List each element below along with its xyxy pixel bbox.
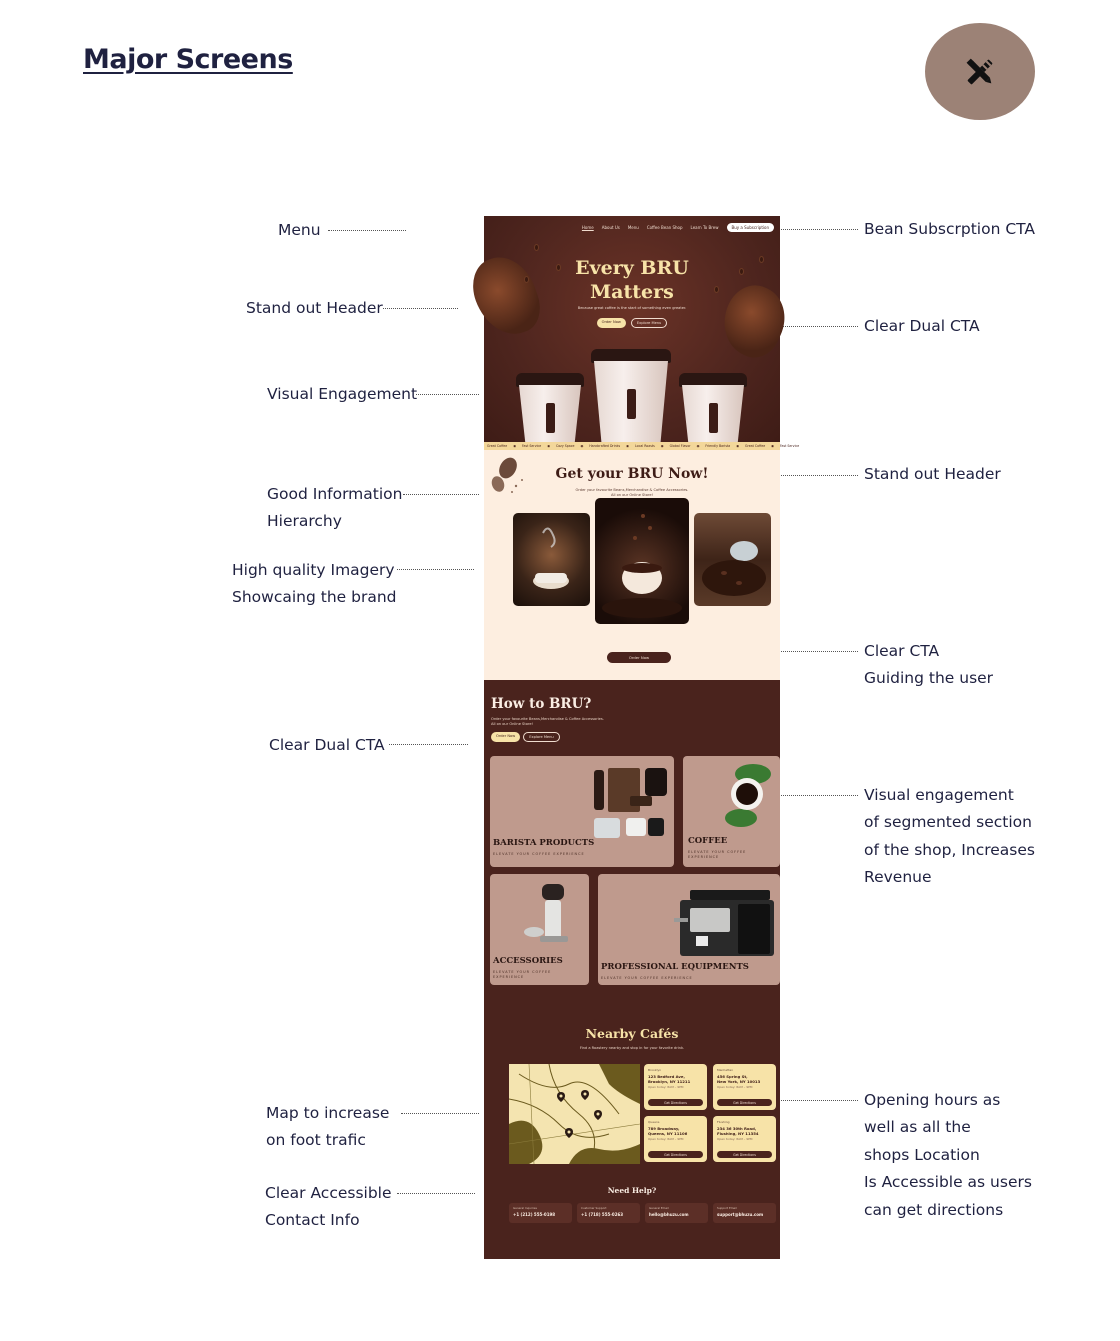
annotation-good-info-2: Hierarchy [267, 512, 342, 530]
hero-explore-button[interactable]: Explore Menu [631, 318, 668, 328]
cafe-address-line1: 789 Broadway, [648, 1126, 680, 1131]
how-subtitle-line1: Order your favourite Beans,Merchandise & Coffee Accessories. [491, 717, 604, 721]
coffee-cup-photo [595, 498, 689, 624]
annotation-stand-out-header-2: Stand out Header [864, 465, 1001, 483]
annotation-menu: Menu [278, 221, 321, 239]
cafe-hours: Open today: 8AM – 9PM [648, 1137, 684, 1141]
nearby-cafes-title: Nearby Cafés [585, 1026, 679, 1041]
coffee-cup-image [519, 373, 581, 442]
leader-line [397, 569, 474, 570]
nav-menu[interactable]: Menu [627, 225, 639, 230]
hero-subtitle: Because great coffee is the start of something even greater. [577, 306, 687, 310]
annotation-hours-3: shops Location [864, 1146, 980, 1164]
tile-professional-equipments[interactable] [598, 874, 780, 985]
page-title: Major Screens [83, 44, 293, 75]
how-order-button[interactable]: Order Now [491, 732, 520, 742]
tile-accessories[interactable] [490, 874, 589, 985]
contact-card[interactable] [713, 1203, 776, 1223]
cafe-address-line1: 234 36 30th Road, [717, 1126, 757, 1131]
annotation-map-2: on foot trafic [266, 1131, 366, 1149]
nav-learn[interactable]: Learn To Brew [690, 225, 719, 230]
leader-line [401, 1113, 479, 1114]
get-directions-button[interactable]: Get Directions [648, 1099, 703, 1106]
annotation-segmented-4: Revenue [864, 868, 932, 886]
ticker-item: Global Flavor [669, 444, 691, 448]
coffee-cup-image [682, 373, 744, 442]
get-bru-subtitle-line1: Order your favourite Beans,Merchandise & Coffee Accessories. [575, 488, 689, 492]
nav-bean-shop[interactable]: Coffee Bean Shop [646, 225, 683, 230]
leader-line [781, 795, 858, 796]
coffee-cup-image [594, 349, 668, 442]
hero-title-line2: Matters [590, 281, 674, 303]
annotation-segmented-2: of segmented section [864, 813, 1032, 831]
ticker-item: Fast Service [779, 444, 800, 448]
contact-value: hello@bhuzu.com [649, 1212, 689, 1217]
get-directions-button[interactable]: Get Directions [717, 1151, 772, 1158]
leader-line [383, 308, 458, 309]
ticker-item: Fast Service [521, 444, 542, 448]
tile-tagline: ELEVATE YOUR COFFEE EXPERIENCE [493, 852, 585, 856]
annotation-segmented-3: of the shop, Increases [864, 841, 1035, 859]
annotation-hours-1: Opening hours as [864, 1091, 1001, 1109]
cafe-address-line2: New York, NY 10013 [717, 1079, 761, 1084]
ticker-item: Great Coffee [487, 444, 508, 448]
contact-card[interactable] [509, 1203, 572, 1223]
map-pin-icon[interactable] [565, 1128, 573, 1138]
annotation-clear-dual-cta: Clear Dual CTA [269, 736, 385, 754]
cafe-card [644, 1064, 707, 1110]
how-subtitle-line2: All on our Online Store! [491, 722, 533, 726]
cafe-hours: Open today: 8AM – 9PM [717, 1085, 753, 1089]
cafe-address-line2: Flushing, NY 11354 [717, 1131, 759, 1136]
leader-line [781, 229, 858, 230]
leader-line [781, 1100, 858, 1101]
leader-line [403, 494, 479, 495]
get-bru-title: Get your BRU Now! [555, 466, 709, 482]
annotation-contact-2: Contact Info [265, 1211, 360, 1229]
map-pin-icon[interactable] [581, 1090, 589, 1100]
cafe-map[interactable] [509, 1064, 640, 1164]
map-pin-icon[interactable] [594, 1110, 602, 1120]
top-nav [582, 223, 774, 232]
contact-label: Support Email [717, 1206, 737, 1210]
how-to-bru-section [484, 680, 780, 1010]
cafe-card [713, 1116, 776, 1162]
tile-title: ACCESSORIES [493, 956, 563, 966]
cafe-card [713, 1064, 776, 1110]
leader-line [416, 394, 479, 395]
cafe-address-line1: 123 Bedford Ave, [648, 1074, 685, 1079]
contact-value: support@bhuzu.com [717, 1212, 764, 1217]
tile-tagline: ELEVATE YOUR COFFEE EXPERIENCE [688, 850, 747, 859]
tile-tagline: ELEVATE YOUR COFFEE EXPERIENCE [493, 970, 552, 979]
annotation-bean-sub-cta: Bean Subscrption CTA [864, 220, 1036, 238]
ticker-item: Great Coffee [744, 444, 766, 448]
coffee-bean [534, 244, 539, 251]
leader-line [781, 326, 858, 327]
annotation-hours-5: can get directions [864, 1201, 1004, 1219]
hero-title [484, 256, 780, 304]
get-directions-button[interactable]: Get Directions [648, 1151, 703, 1158]
leader-line [389, 744, 468, 745]
contact-label: General Inquiries [513, 1206, 537, 1210]
tile-coffee[interactable] [683, 756, 780, 867]
cafe-address-line2: Queens, NY 11106 [648, 1131, 688, 1136]
leader-line [781, 475, 858, 476]
cafe-address-line2: Brooklyn, NY 11211 [648, 1079, 691, 1084]
nav-about[interactable]: About Us [601, 225, 620, 230]
hero-section [484, 216, 780, 442]
annotation-map-1: Map to increase [266, 1104, 390, 1122]
annotation-clear-dual-cta-right: Clear Dual CTA [864, 317, 980, 335]
logo-badge [925, 23, 1035, 120]
cafe-label: Manhattan [717, 1068, 734, 1072]
cafe-label: Flushing [717, 1120, 730, 1124]
annotation-visual-engagement: Visual Engagement [267, 385, 418, 403]
annotation-stand-out-header: Stand out Header [246, 299, 383, 317]
contact-label: General Email [649, 1206, 669, 1210]
hero-title-line1: Every BRU [575, 257, 689, 279]
crossed-tools-icon [962, 54, 998, 90]
order-now-button[interactable]: Order Now [607, 652, 671, 663]
get-bru-section [484, 450, 780, 680]
website-mockup [484, 216, 800, 1259]
nav-home[interactable]: Home [581, 225, 594, 230]
coffee-beans-photo [694, 513, 771, 606]
nearby-cafes-subtitle: Find a Roastery nearby and stop in for your favorite drink. [579, 1046, 685, 1050]
leader-line [397, 1193, 475, 1194]
annotation-clear-cta-2: Guiding the user [864, 669, 994, 687]
how-explore-button[interactable]: Explore Menu [523, 732, 560, 742]
contact-card[interactable] [645, 1203, 708, 1223]
subscription-button[interactable]: Buy a Subscription [727, 223, 775, 232]
contact-value: +1 (718) 555-0263 [581, 1212, 624, 1217]
ticker-item: Cozy Space [555, 444, 575, 448]
cafe-label: Brooklyn [648, 1068, 662, 1072]
tile-title: BARISTA PRODUCTS [493, 838, 595, 848]
contact-card[interactable] [577, 1203, 640, 1223]
annotation-segmented-1: Visual engagement [864, 786, 1014, 804]
annotation-clear-cta-1: Clear CTA [864, 642, 940, 660]
feature-ticker: Great Coffee ◉ Fast Service ◉ Cozy Space ◉ Handcrafted Drinks ◉ Local Roasts ◉ Global Flavor ◉ Friendly Barista ◉ Great Coffee ◉ Fast Service [484, 442, 780, 450]
tile-barista-products[interactable] [490, 756, 674, 867]
coffee-sack-photo [513, 513, 590, 606]
map-pin-icon[interactable] [557, 1092, 565, 1102]
contact-label: Customer Support [581, 1206, 607, 1210]
tile-title: PROFESSIONAL EQUIPMENTS [601, 962, 749, 972]
annotation-good-info-1: Good Information [267, 485, 403, 503]
get-bru-subtitle-line2: All on our Online Store! [611, 493, 653, 497]
get-bru-subtitle [484, 488, 780, 498]
tile-title: COFFEE [688, 836, 728, 846]
get-directions-button[interactable]: Get Directions [717, 1099, 772, 1106]
contact-value: +1 (212) 555-0198 [513, 1212, 556, 1217]
how-to-bru-title: How to BRU? [491, 696, 592, 712]
need-help-title: Need Help? [607, 1186, 657, 1195]
cafe-card [644, 1116, 707, 1162]
leader-line [781, 651, 858, 652]
nearby-cafes-section [484, 1010, 780, 1259]
ticker-item: Handcrafted Drinks [589, 444, 621, 448]
cafe-hours: Open today: 8AM – 9PM [648, 1085, 684, 1089]
hero-cta-group [484, 318, 780, 328]
hero-order-button[interactable]: Order Now [597, 318, 626, 328]
how-to-bru-subtitle [491, 717, 604, 727]
ticker-item: Friendly Barista [705, 444, 731, 448]
annotation-hours-4: Is Accessible as users [864, 1173, 1032, 1191]
cafe-address-line1: 456 Spring St, [717, 1074, 748, 1079]
annotation-contact-1: Clear Accessible [265, 1184, 392, 1202]
annotation-high-quality-2: Showcaing the brand [232, 588, 397, 606]
how-cta-group [491, 732, 560, 742]
cafe-label: Queens [648, 1120, 660, 1124]
ticker-item: Local Roasts [634, 444, 655, 448]
annotation-hours-2: well as all the [864, 1118, 971, 1136]
leader-line [328, 230, 406, 231]
annotation-high-quality-1: High quality Imagery [232, 561, 395, 579]
tile-tagline: ELEVATE YOUR COFFEE EXPERIENCE [601, 976, 693, 980]
cafe-hours: Open today: 8AM – 9PM [717, 1137, 753, 1141]
